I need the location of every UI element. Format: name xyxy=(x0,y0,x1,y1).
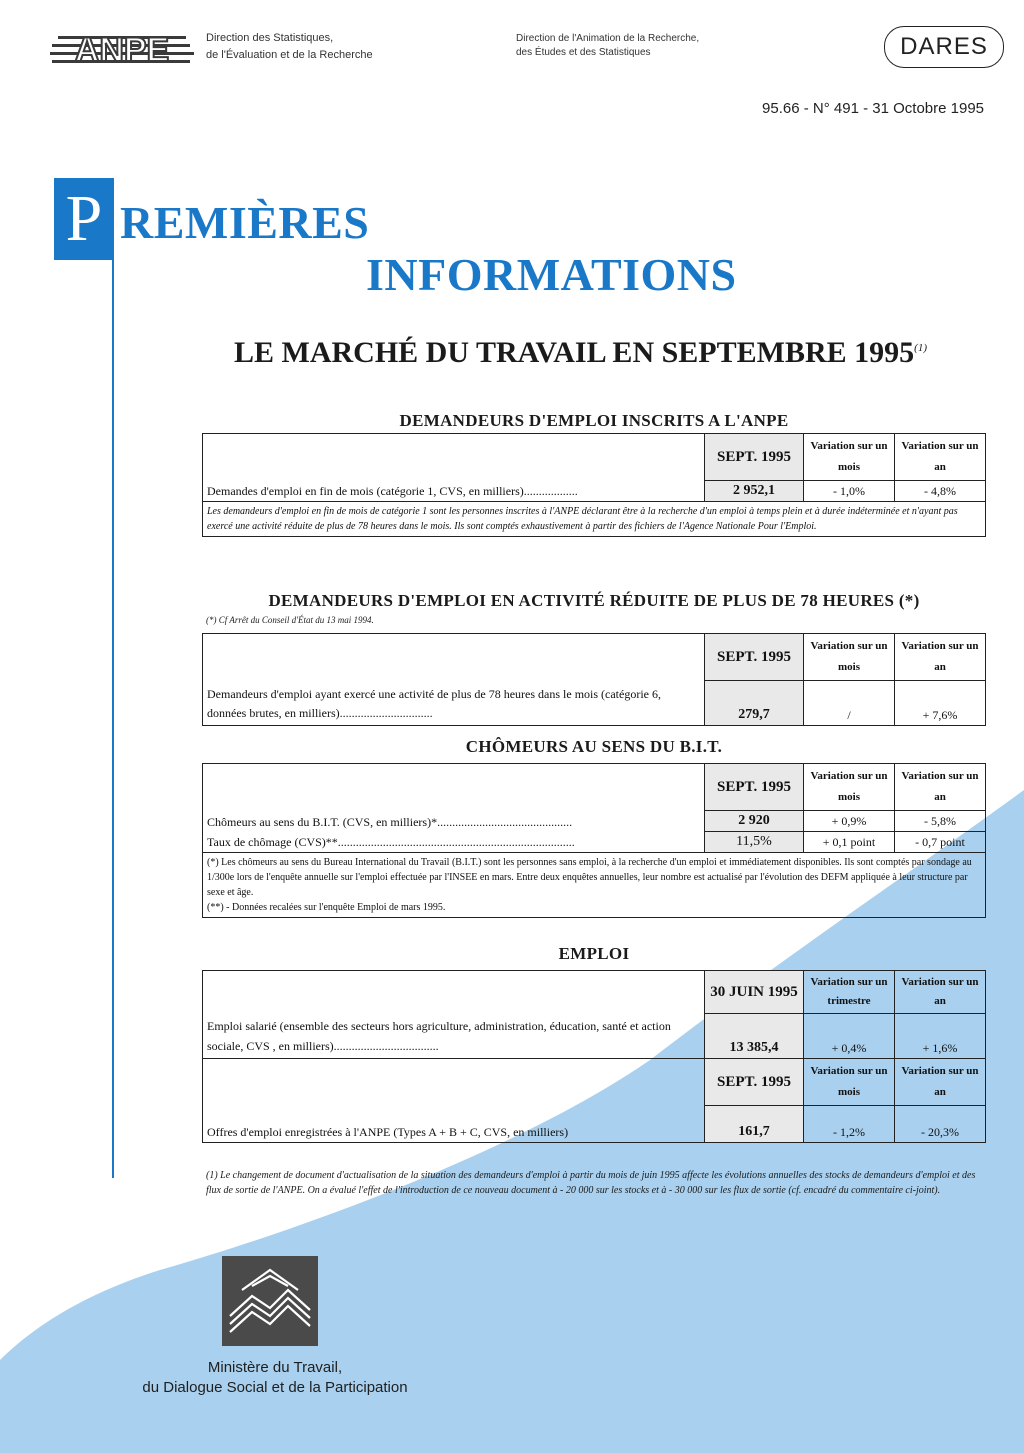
section-title-reduced-activity: DEMANDEURS D'EMPLOI EN ACTIVITÉ RÉDUITE DE PLUS DE 78 HEURES (*) xyxy=(268,591,920,610)
table-employment xyxy=(202,970,986,1143)
anpe-directorate xyxy=(206,30,436,64)
row1-value: 2 920 xyxy=(705,811,804,832)
col-header-var-month: Variation sur un mois xyxy=(804,764,895,811)
table-ilo-unemployed xyxy=(202,763,986,918)
row2-label: Taux de chômage (CVS)**............................................................................... xyxy=(203,832,705,853)
row1-var-month: + 0,9% xyxy=(804,811,895,832)
section-subnote: (*) Cf Arrêt du Conseil d'État du 13 mai 1994. xyxy=(206,615,374,625)
col-header-value-sept: SEPT. 1995 xyxy=(705,1058,804,1105)
row2-var-month: + 0,1 point xyxy=(804,832,895,853)
row-var-year: + 7,6% xyxy=(895,681,986,726)
section-title-ilo-unemployed: CHÔMEURS AU SENS DU B.I.T. xyxy=(465,737,723,756)
col-header-var-year: Variation sur un an xyxy=(895,434,986,481)
row-label: Demandeurs d'emploi ayant exercé une activité de plus de 78 heures dans le mois (catégorie 6, données brutes, en milliers)............................... xyxy=(203,681,705,726)
anpe-directorate-line2: de l'Évaluation et de la Recherche xyxy=(206,49,373,61)
row-var-month: / xyxy=(804,681,895,726)
table-note xyxy=(203,853,986,918)
row2-value: 11,5% xyxy=(705,832,804,853)
col-header-var-quarter: Variation sur un trimestre xyxy=(804,971,895,1014)
document-title-text: LE MARCHÉ DU TRAVAIL EN SEPTEMBRE 1995 xyxy=(234,336,915,369)
footnote-1: (1) Le changement de document d'actualisation de la situation des demandeurs d'emploi à partir du mois de juin 1995 affecte les évolutions annuelles des stocks de demandeurs d'emploi et des flux de sortie de l'ANPE. On a évalué l'effet de l'introduction de ce nouveau document à - 20 000 sur les stocks et à - 30 000 sur les flux de sortie (cf. encadré du commentaire ci-joint). xyxy=(206,1170,976,1196)
col-header-var-month: Variation sur un mois xyxy=(804,634,895,681)
title-letter-p: P xyxy=(65,182,103,255)
row2-value: 161,7 xyxy=(705,1105,804,1143)
publication-title-line1: REMIÈRES xyxy=(120,197,370,248)
col-header-var-year: Variation sur un an xyxy=(895,634,986,681)
row1-label: Chômeurs au sens du B.I.T. (CVS, en milliers)*............................................. xyxy=(203,811,705,832)
row1-var-quarter: + 0,4% xyxy=(804,1014,895,1059)
issue-number: 95.66 - N° 491 - 31 Octobre 1995 xyxy=(762,100,984,117)
row2-var-year: - 20,3% xyxy=(895,1105,986,1143)
dares-directorate xyxy=(516,32,776,60)
col-header-value: SEPT. 1995 xyxy=(705,634,804,681)
row1-var-year: + 1,6% xyxy=(895,1014,986,1059)
row-var-month: - 1,0% xyxy=(804,481,895,502)
dares-directorate-line1: Direction de l'Animation de la Recherche, xyxy=(516,33,700,44)
row1-label: Emploi salarié (ensemble des secteurs hors agriculture, administration, éducation, santé et action sociale, CVS , en milliers)................................... xyxy=(203,1014,705,1059)
col-header-value: SEPT. 1995 xyxy=(705,434,804,481)
row2-var-year: - 0,7 point xyxy=(895,832,986,853)
table-registered-jobseekers xyxy=(202,433,986,537)
anpe-logo-text: ANPE xyxy=(74,31,170,69)
col-header-var-month: Variation sur un mois xyxy=(804,434,895,481)
table-note: Les demandeurs d'emploi en fin de mois de catégorie 1 sont les personnes inscrites à l'ANPE déclarant être à la recherche d'un emploi à temps plein et à durée indéterminée et n'ayant pas exercé une activité réduite de plus de 78 heures dans le mois. Ils sont comptés exhaustivement à partir des fichiers de l'Agence Nationale Pour l'Emploi. xyxy=(203,502,986,537)
section-title-registered-jobseekers: DEMANDEURS D'EMPLOI INSCRITS A L'ANPE xyxy=(399,411,789,430)
ministry-logo xyxy=(222,1256,318,1346)
col-header-value: SEPT. 1995 xyxy=(705,764,804,811)
col-header-var-year: Variation sur un an xyxy=(895,971,986,1014)
row-label: Demandes d'emploi en fin de mois (catégorie 1, CVS, en milliers).................. xyxy=(203,481,705,502)
ministry-name-line2: du Dialogue Social et de la Participation xyxy=(142,1379,408,1396)
col-header-var-month: Variation sur un mois xyxy=(804,1058,895,1105)
col-header-value-june: 30 JUIN 1995 xyxy=(705,971,804,1014)
publication-title-line2: INFORMATIONS xyxy=(366,249,737,300)
row-value: 2 952,1 xyxy=(705,481,804,502)
document-title xyxy=(234,336,927,370)
row-var-year: - 4,8% xyxy=(895,481,986,502)
col-header-var-year-2: Variation sur un an xyxy=(895,1058,986,1105)
anpe-logo xyxy=(48,28,196,70)
dares-directorate-line2: des Études et des Statistiques xyxy=(516,47,651,58)
document-title-footnote-ref: (1) xyxy=(914,342,927,354)
table-reduced-activity xyxy=(202,633,986,726)
row2-label: Offres d'emploi enregistrées à l'ANPE (Types A + B + C, CVS, en milliers) xyxy=(203,1105,705,1143)
row1-value: 13 385,4 xyxy=(705,1014,804,1059)
dares-badge: DARES xyxy=(884,26,1004,68)
anpe-directorate-line1: Direction des Statistiques, xyxy=(206,32,334,44)
table-note-ilo: (*) Les chômeurs au sens du Bureau International du Travail (B.I.T.) sont les personnes sans emploi, à la recherche d'un emploi et immédiatement disponibles. Ils sont comptés par sondage au 1/300e lors de l'enquête annuelle sur l'emploi effectuée par l'INSEE en mars. Entre deux enquêtes annuelles, leur nombre est actualisé par l'évolution des DEFM appliquée à leur structure par sexe et âge. xyxy=(207,857,972,898)
ministry-name xyxy=(110,1358,440,1398)
table-note-rates: (**) - Données recalées sur l'enquête Emploi de mars 1995. xyxy=(207,902,446,913)
row-value: 279,7 xyxy=(705,681,804,726)
ministry-name-line1: Ministère du Travail, xyxy=(207,1359,343,1376)
row2-var-month: - 1,2% xyxy=(804,1105,895,1143)
section-title-employment: EMPLOI xyxy=(558,944,630,963)
row1-var-year: - 5,8% xyxy=(895,811,986,832)
col-header-var-year: Variation sur un an xyxy=(895,764,986,811)
title-vertical-rule xyxy=(112,178,114,1178)
